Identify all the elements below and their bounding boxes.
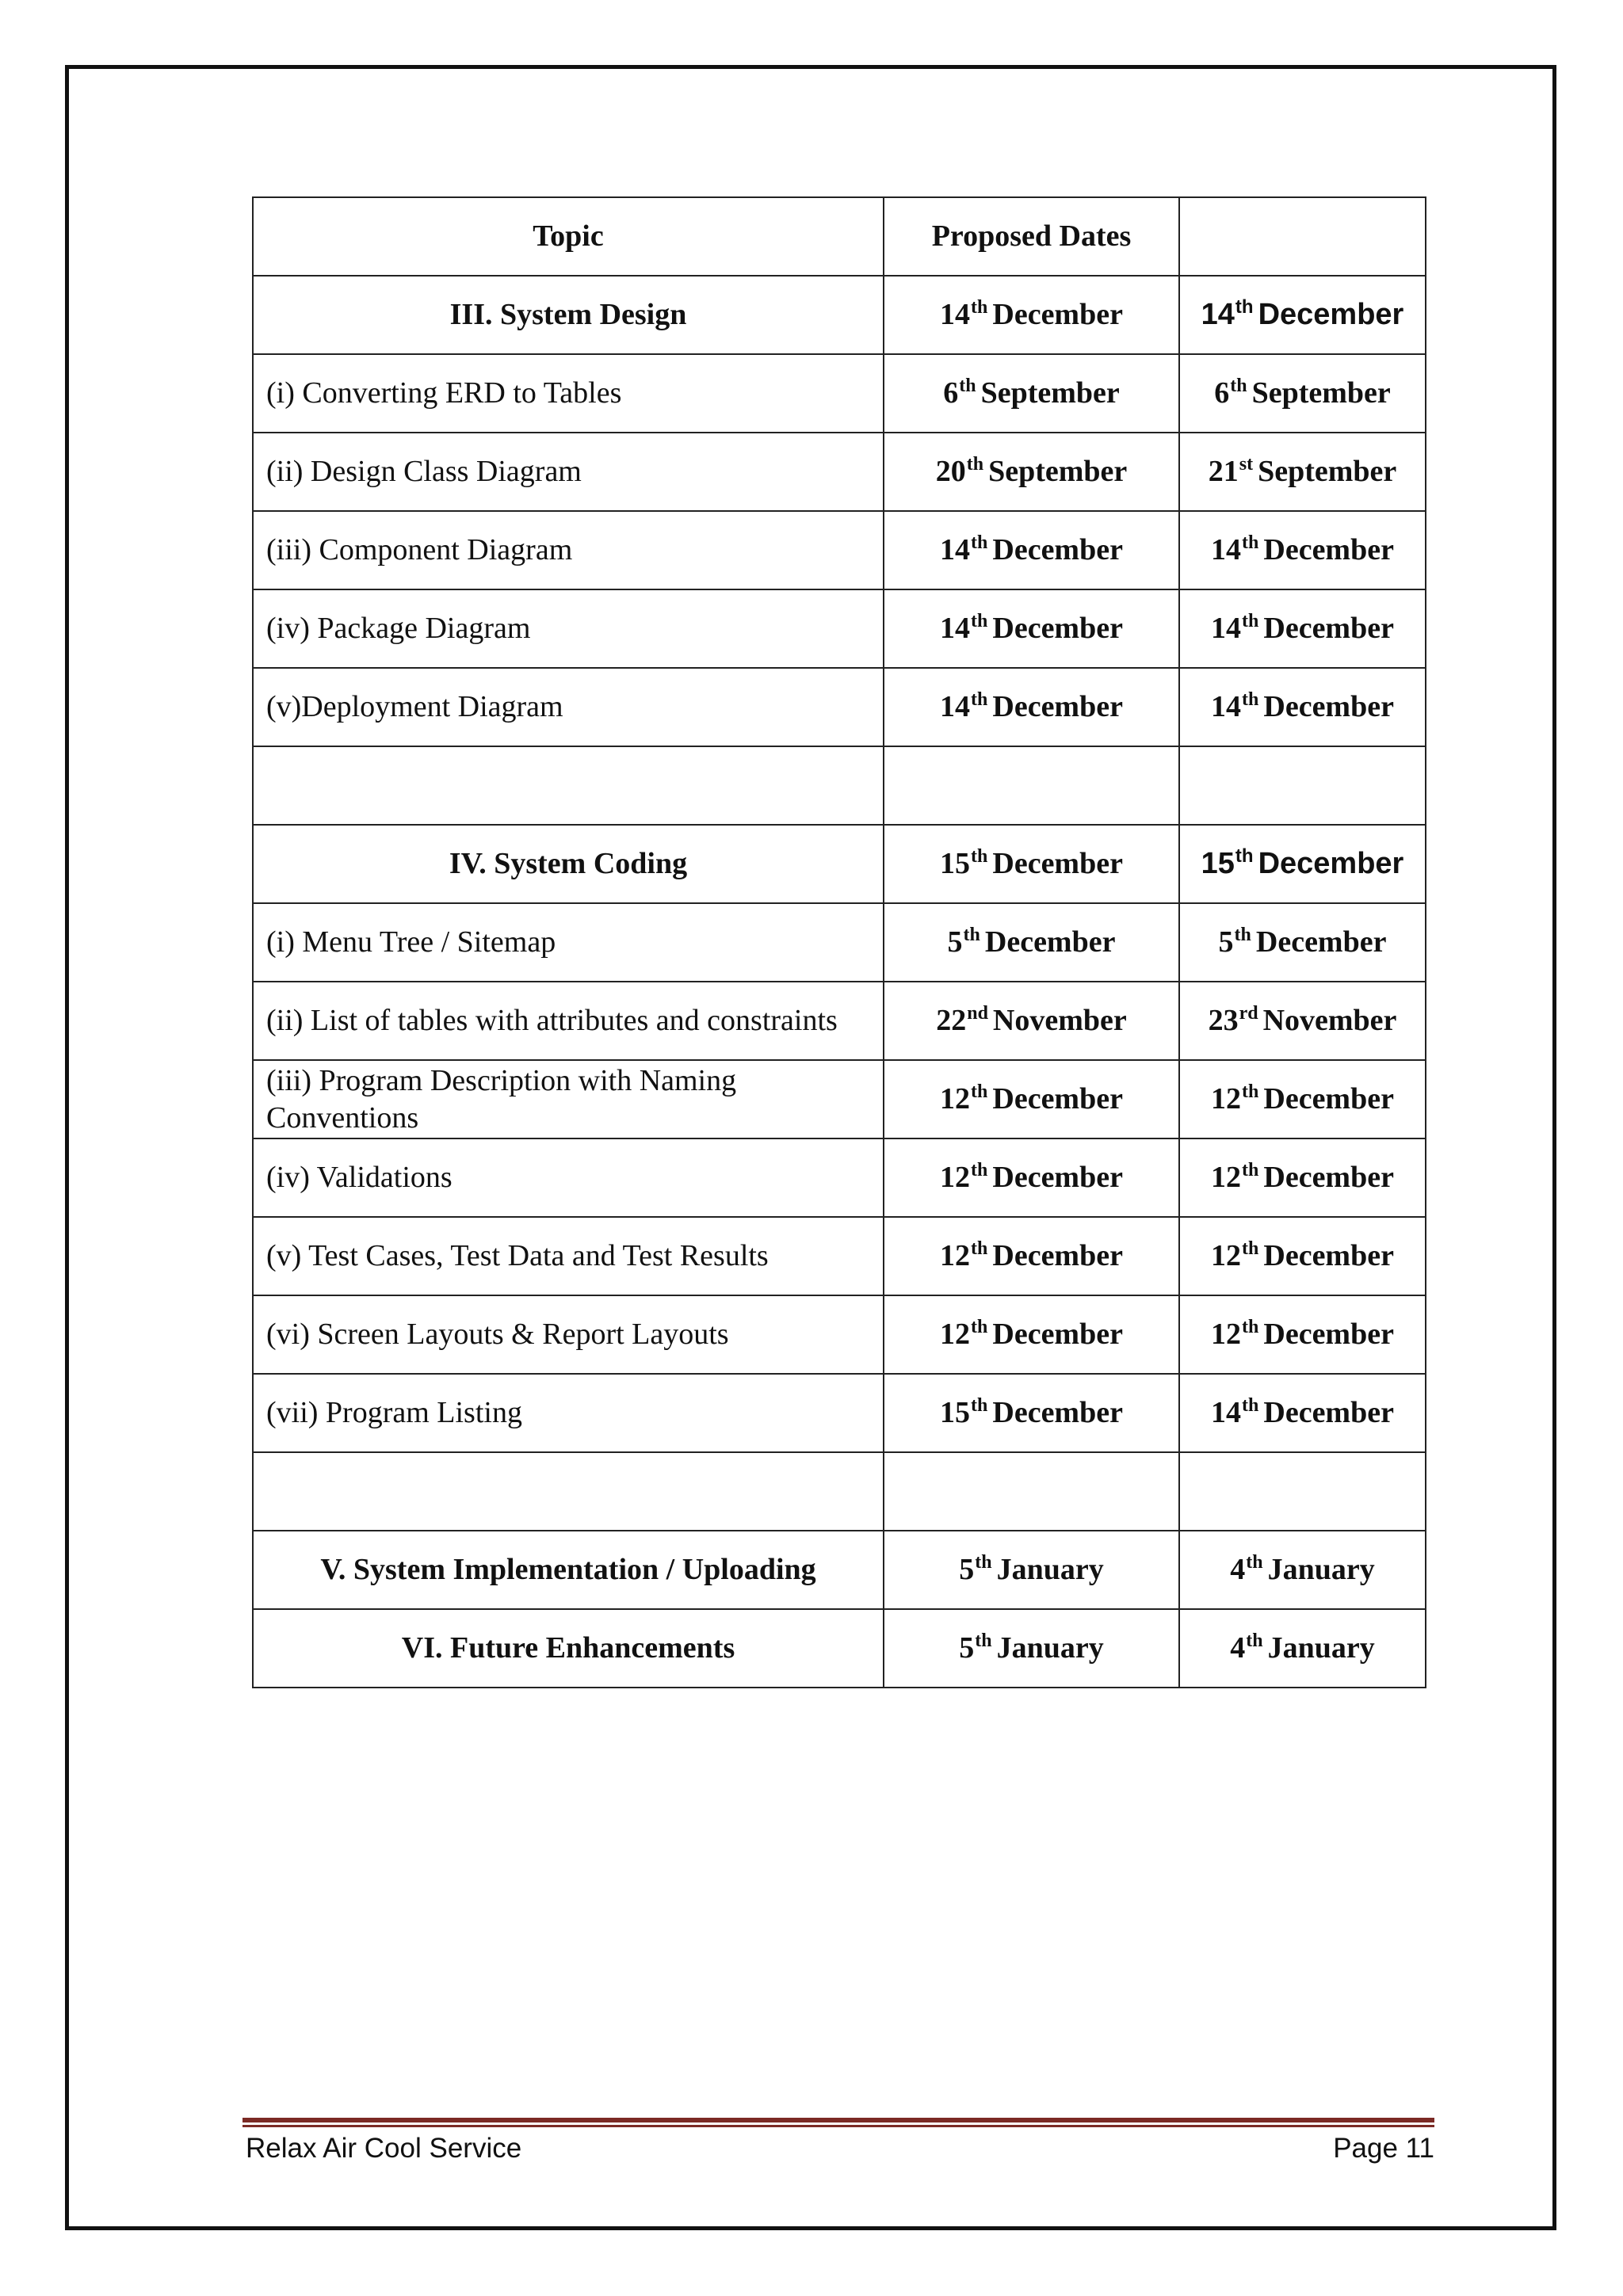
date-day: 6 [943,376,959,410]
date-ordinal-suffix: th [971,1317,988,1337]
header-proposed-dates: Proposed Dates [884,197,1179,276]
table-row [253,668,1426,746]
date-day: 12 [940,1318,971,1351]
topic-cell: (vii) Program Listing [253,1374,884,1452]
table-row [253,1060,1426,1138]
schedule-table [252,196,1426,1688]
topic-cell: (v)Deployment Diagram [253,668,884,746]
date-month: December [992,690,1123,723]
date-month: January [996,1631,1104,1665]
proposed-date-cell [884,1374,1179,1452]
topic-cell: (vi) Screen Layouts & Report Layouts [253,1295,884,1374]
table-row [253,1295,1426,1374]
blank-row [253,746,1426,825]
date-ordinal-suffix: th [1235,296,1254,318]
date-day: 14 [1211,1396,1242,1429]
date-month: December [984,925,1116,959]
date-day: 23 [1208,1004,1239,1037]
proposed-date-cell [884,354,1179,433]
actual-date-cell [1179,746,1426,825]
date-day: 14 [940,612,971,645]
date-month: December [992,298,1123,331]
blank-row [253,1452,1426,1531]
date-month: January [1267,1553,1375,1586]
header-third-column [1179,197,1426,276]
actual-date-cell [1179,903,1426,982]
proposed-date-cell [884,1138,1179,1217]
date-month: December [1263,1318,1394,1351]
date-month: September [980,376,1120,410]
date-ordinal-suffix: th [959,376,976,396]
proposed-date-cell [884,1060,1179,1138]
header-topic: Topic [253,197,884,276]
date-month: December [1263,690,1394,723]
date-month: December [992,612,1123,645]
actual-date-cell [1179,825,1426,903]
date-ordinal-suffix: th [971,1395,988,1416]
actual-date-cell [1179,668,1426,746]
date-ordinal-suffix: st [1239,454,1254,475]
table-row [253,1217,1426,1295]
actual-date-cell [1179,1452,1426,1531]
date-ordinal-suffix: th [971,532,988,553]
actual-date-cell [1179,1531,1426,1609]
footer-title: Relax Air Cool Service [246,2133,522,2164]
topic-cell: (iii) Component Diagram [253,511,884,589]
table-row [253,589,1426,668]
topic-cell: (ii) List of tables with attributes and constraints [253,982,884,1060]
table-row [253,354,1426,433]
date-month: December [1263,612,1394,645]
table-row [253,1374,1426,1452]
date-ordinal-suffix: th [971,1238,988,1259]
section-row [253,825,1426,903]
date-ordinal-suffix: rd [1239,1003,1258,1024]
date-day: 15 [1201,847,1235,880]
proposed-date-cell [884,825,1179,903]
table-row [253,982,1426,1060]
topic-cell: (v) Test Cases, Test Data and Test Results [253,1217,884,1295]
date-month: December [1263,533,1394,566]
date-ordinal-suffix: th [971,846,988,867]
proposed-date-cell [884,903,1179,982]
date-ordinal-suffix: th [1234,925,1251,945]
date-day: 20 [935,455,966,488]
actual-date-cell [1179,1295,1426,1374]
date-ordinal-suffix: th [1246,1630,1263,1651]
date-day: 14 [940,298,971,331]
actual-date-cell [1179,1060,1426,1138]
date-ordinal-suffix: th [1242,1317,1259,1337]
actual-date-cell [1179,354,1426,433]
topic-cell: (iii) Program Description with Naming Conventions [253,1060,884,1138]
proposed-date-cell [884,668,1179,746]
date-day: 12 [1211,1239,1242,1272]
date-day: 5 [959,1553,975,1586]
date-month: December [992,847,1123,880]
date-month: September [1251,376,1391,410]
date-month: January [1267,1631,1375,1665]
section-row [253,276,1426,354]
date-month: September [988,455,1128,488]
date-day: 5 [1218,925,1234,959]
footer-rule [242,2118,1434,2127]
topic-cell: VI. Future Enhancements [253,1609,884,1688]
actual-date-cell [1179,276,1426,354]
proposed-date-cell [884,746,1179,825]
date-ordinal-suffix: th [1242,689,1259,710]
date-month: November [992,1004,1127,1037]
date-month: December [992,1082,1123,1116]
date-day: 6 [1214,376,1230,410]
date-ordinal-suffix: th [971,297,988,318]
date-day: 12 [940,1161,971,1194]
date-month: December [1258,847,1404,880]
actual-date-cell [1179,1138,1426,1217]
table-row [253,1138,1426,1217]
topic-cell: III. System Design [253,276,884,354]
date-day: 5 [959,1631,975,1665]
date-month: December [1263,1396,1394,1429]
date-day: 14 [1211,690,1242,723]
date-month: December [992,1239,1123,1272]
section-row [253,1609,1426,1688]
table-body [253,276,1426,1688]
topic-cell: IV. System Coding [253,825,884,903]
date-ordinal-suffix: th [1242,1160,1259,1180]
proposed-date-cell [884,433,1179,511]
date-ordinal-suffix: th [1235,845,1254,867]
date-day: 12 [1211,1082,1242,1116]
date-day: 12 [1211,1318,1242,1351]
date-day: 15 [940,847,971,880]
proposed-date-cell [884,1295,1179,1374]
date-ordinal-suffix: th [971,611,988,631]
date-ordinal-suffix: th [966,454,984,475]
date-day: 15 [940,1396,971,1429]
date-month: December [1263,1082,1394,1116]
date-ordinal-suffix: th [971,1160,988,1180]
date-month: December [992,533,1123,566]
table-header-row [253,197,1426,276]
date-month: December [1255,925,1387,959]
date-day: 4 [1230,1631,1246,1665]
date-day: 14 [1201,298,1235,331]
date-month: December [992,1318,1123,1351]
topic-cell [253,746,884,825]
date-day: 14 [940,533,971,566]
date-day: 21 [1208,455,1239,488]
topic-cell: (i) Converting ERD to Tables [253,354,884,433]
date-ordinal-suffix: th [1242,1395,1259,1416]
table-row [253,903,1426,982]
actual-date-cell [1179,982,1426,1060]
date-day: 4 [1230,1553,1246,1586]
table-row [253,511,1426,589]
date-ordinal-suffix: th [1242,532,1259,553]
actual-date-cell [1179,1217,1426,1295]
actual-date-cell [1179,511,1426,589]
proposed-date-cell [884,1217,1179,1295]
date-day: 14 [1211,612,1242,645]
date-ordinal-suffix: th [975,1552,992,1573]
date-ordinal-suffix: th [975,1630,992,1651]
date-day: 12 [1211,1161,1242,1194]
date-month: September [1258,455,1397,488]
date-day: 12 [940,1239,971,1272]
actual-date-cell [1179,589,1426,668]
date-month: December [992,1161,1123,1194]
topic-cell: (ii) Design Class Diagram [253,433,884,511]
date-ordinal-suffix: th [1242,1238,1259,1259]
topic-cell [253,1452,884,1531]
date-day: 14 [940,690,971,723]
date-month: December [1258,298,1404,331]
proposed-date-cell [884,1452,1179,1531]
proposed-date-cell [884,982,1179,1060]
date-ordinal-suffix: th [1230,376,1247,396]
date-ordinal-suffix: nd [967,1003,988,1024]
date-month: December [992,1396,1123,1429]
date-month: January [996,1553,1104,1586]
proposed-date-cell [884,1609,1179,1688]
date-ordinal-suffix: th [971,1081,988,1102]
actual-date-cell [1179,1374,1426,1452]
date-ordinal-suffix: th [1242,1081,1259,1102]
date-ordinal-suffix: th [963,925,980,945]
date-day: 14 [1211,533,1242,566]
topic-cell: (i) Menu Tree / Sitemap [253,903,884,982]
section-row [253,1531,1426,1609]
date-ordinal-suffix: th [1242,611,1259,631]
topic-cell: (iv) Package Diagram [253,589,884,668]
proposed-date-cell [884,589,1179,668]
table-row [253,433,1426,511]
proposed-date-cell [884,276,1179,354]
actual-date-cell [1179,433,1426,511]
date-day: 12 [940,1082,971,1116]
topic-cell: (iv) Validations [253,1138,884,1217]
date-day: 22 [936,1004,967,1037]
proposed-date-cell [884,511,1179,589]
topic-cell: V. System Implementation / Uploading [253,1531,884,1609]
date-month: November [1262,1004,1397,1037]
page-number: Page 11 [1333,2133,1434,2164]
date-ordinal-suffix: th [971,689,988,710]
actual-date-cell [1179,1609,1426,1688]
proposed-date-cell [884,1531,1179,1609]
date-ordinal-suffix: th [1246,1552,1263,1573]
date-month: December [1263,1161,1394,1194]
date-day: 5 [947,925,963,959]
date-month: December [1263,1239,1394,1272]
